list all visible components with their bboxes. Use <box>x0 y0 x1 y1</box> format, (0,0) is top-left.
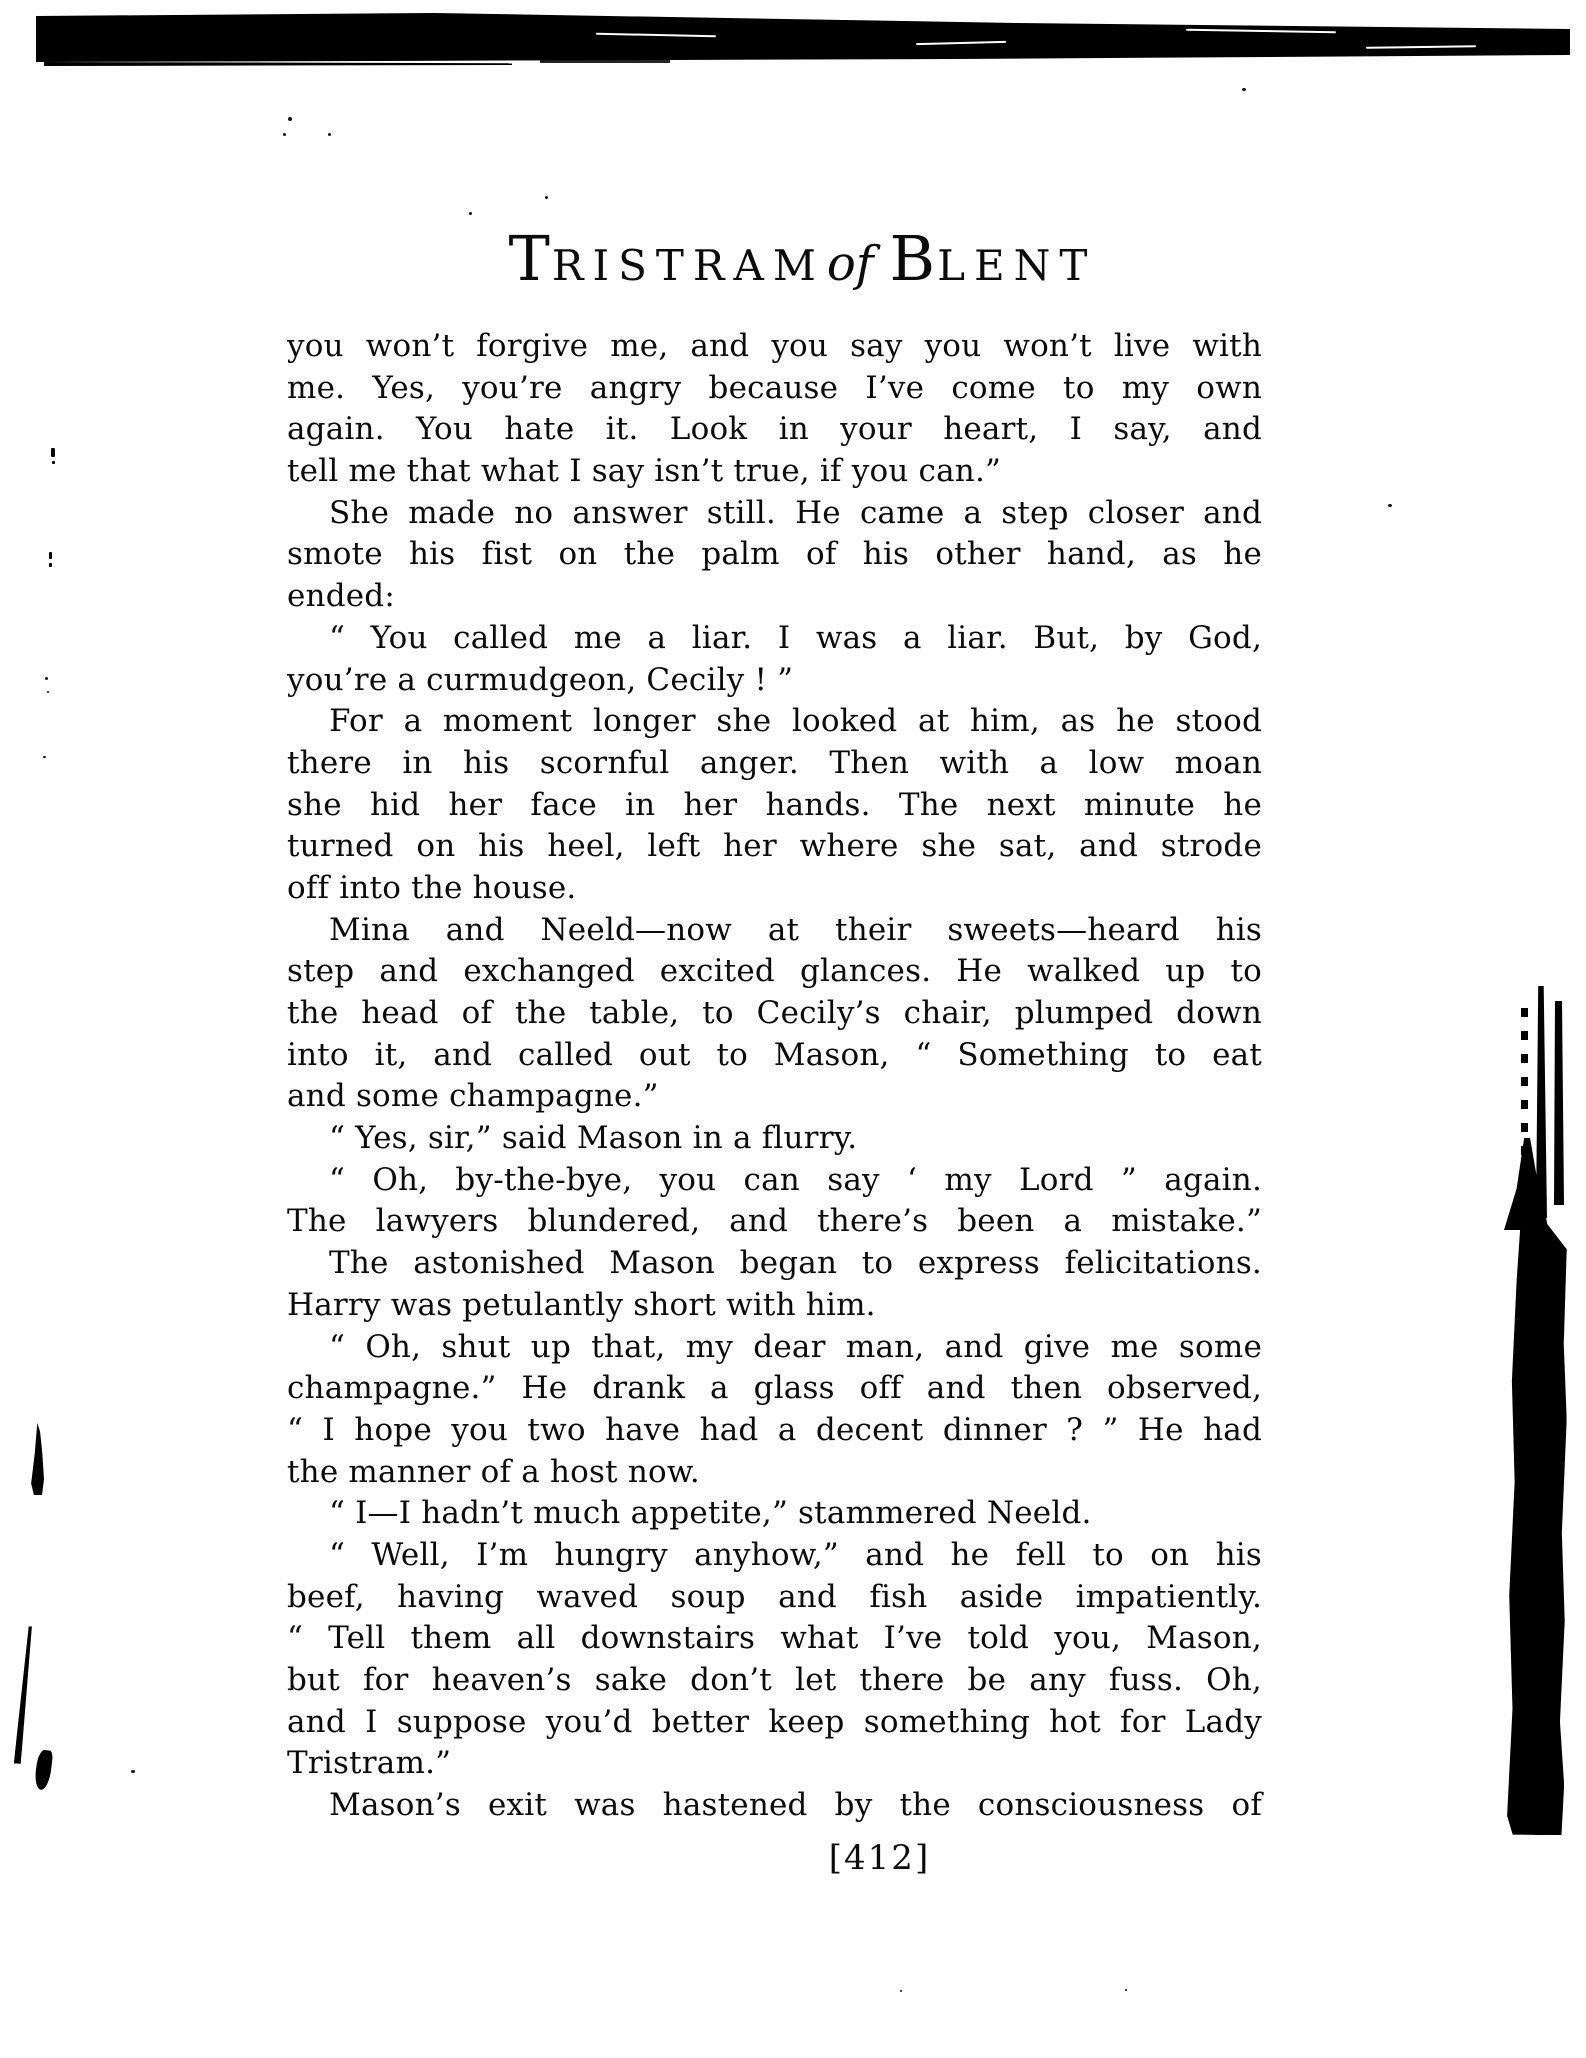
text-line: She made no answer still. He came a step closer and <box>329 494 1262 531</box>
text-line: “ Oh, by-the-bye, you can say ‘ my Lord ” again. <box>329 1161 1262 1198</box>
ink-speck <box>283 133 286 136</box>
scan-scratch <box>916 41 1006 45</box>
text-line: Mason’s exit was hastened by the consciousness of <box>329 1787 1262 1824</box>
ink-speck <box>43 756 46 758</box>
text-line: “ Well, I’m hungry anyhow,” and he fell to on his <box>329 1536 1262 1573</box>
text-line: you’re a curmudgeon, Cecily ! ” <box>287 661 794 698</box>
scan-artifact-top-bar-underline <box>44 62 512 66</box>
text-line: Harry was petulantly short with him. <box>287 1286 876 1323</box>
ink-speck <box>1242 88 1246 91</box>
page-number: [412] <box>828 1838 931 1878</box>
text-line: the manner of a host now. <box>287 1453 700 1490</box>
text-line: she hid her face in her hands. The next minute he <box>287 786 1262 823</box>
ink-speck <box>469 212 472 215</box>
text-line: The astonished Mason began to express felicitations. <box>329 1245 1262 1282</box>
text-line: off into the house. <box>287 869 577 906</box>
text-line: and I suppose you’d better keep something hot for Lady <box>287 1703 1262 1740</box>
text-line: again. You hate it. Look in your heart, I say, and <box>287 411 1262 448</box>
scan-scratch <box>1186 29 1336 34</box>
title-initial-b: B <box>889 222 938 295</box>
scan-scratch <box>596 33 716 38</box>
text-line: “ Yes, sir,” said Mason in a flurry. <box>329 1120 858 1157</box>
scan-artifact-top-bar-underline <box>540 60 670 63</box>
scan-artifact-pen-stroke <box>14 1626 34 1764</box>
scan-artifact-top-bar <box>36 12 1570 62</box>
ink-speck <box>45 677 48 680</box>
scan-artifact-mark <box>52 461 55 464</box>
text-line: beef, having waved soup and fish aside impatiently. <box>287 1578 1262 1615</box>
scan-artifact-ink-blob <box>1506 1205 1568 1835</box>
text-line: ended: <box>287 578 395 615</box>
text-line: into it, and called out to Mason, “ Something to eat <box>287 1036 1262 1073</box>
text-line: but for heaven’s sake don’t let there be any fuss. Oh, <box>287 1662 1262 1698</box>
scan-artifact-ink-stroke <box>1554 1001 1564 1205</box>
text-line: there in his scornful anger. Then with a low moan <box>287 744 1262 781</box>
title-caps-lent: LENT <box>937 241 1097 290</box>
ink-speck <box>328 133 331 136</box>
text-line: step and exchanged excited glances. He walked up to <box>287 953 1262 990</box>
ink-speck <box>47 691 49 693</box>
text-line: For a moment longer she looked at him, as he stood <box>329 703 1262 740</box>
text-line: Tristram.” <box>287 1745 452 1782</box>
page-title <box>315 224 1290 310</box>
text-line: champagne.” He drank a glass off and then observed, <box>287 1370 1262 1407</box>
title-connector-of: of <box>826 236 874 292</box>
title-initial-t: T <box>508 222 552 295</box>
body-text <box>287 326 1262 1827</box>
text-line: the head of the table, to Cecily’s chair, plumped down <box>287 995 1262 1031</box>
text-line: you won’t forgive me, and you say you won’t live with <box>287 328 1262 364</box>
text-line: turned on his heel, left her where she sat, and strode <box>287 828 1262 865</box>
text-line: “ Tell them all downstairs what I’ve told you, Mason, <box>287 1620 1262 1657</box>
ink-speck <box>900 1990 902 1992</box>
scan-artifact-pen-stroke-end <box>34 1749 54 1791</box>
text-line: and some champagne.” <box>287 1078 659 1115</box>
text-line: smote his fist on the palm of his other hand, as he <box>287 536 1262 573</box>
ink-speck <box>288 117 292 121</box>
scan-artifact-ink-drop <box>30 1423 44 1495</box>
scan-artifact-mark <box>49 563 52 567</box>
text-line: “ You called me a liar. I was a liar. But, by God, <box>329 619 1262 656</box>
text-line: The lawyers blundered, and there’s been a mistake.” <box>287 1203 1262 1240</box>
ink-speck <box>545 196 548 199</box>
text-line: “ I—I hadn’t much appetite,” stammered Neeld. <box>329 1495 1092 1532</box>
title-caps-ristram: RISTRAM <box>551 241 825 290</box>
ink-speck <box>1125 1989 1127 1991</box>
ink-speck <box>1388 504 1392 507</box>
scan-artifact-mark <box>49 552 52 559</box>
text-line: tell me that what I say isn’t true, if you can.” <box>287 453 1002 490</box>
scan-scratch <box>1366 45 1476 49</box>
ink-speck <box>131 1770 135 1773</box>
text-line: “ I hope you two have had a decent dinner ? ” He had <box>287 1411 1262 1448</box>
text-line: me. Yes, you’re angry because I’ve come to my own <box>287 369 1262 406</box>
text-line: Mina and Neeld—now at their sweets—heard his <box>329 911 1262 948</box>
text-line: “ Oh, shut up that, my dear man, and give me some <box>329 1328 1262 1365</box>
scan-artifact-mark <box>51 448 55 457</box>
